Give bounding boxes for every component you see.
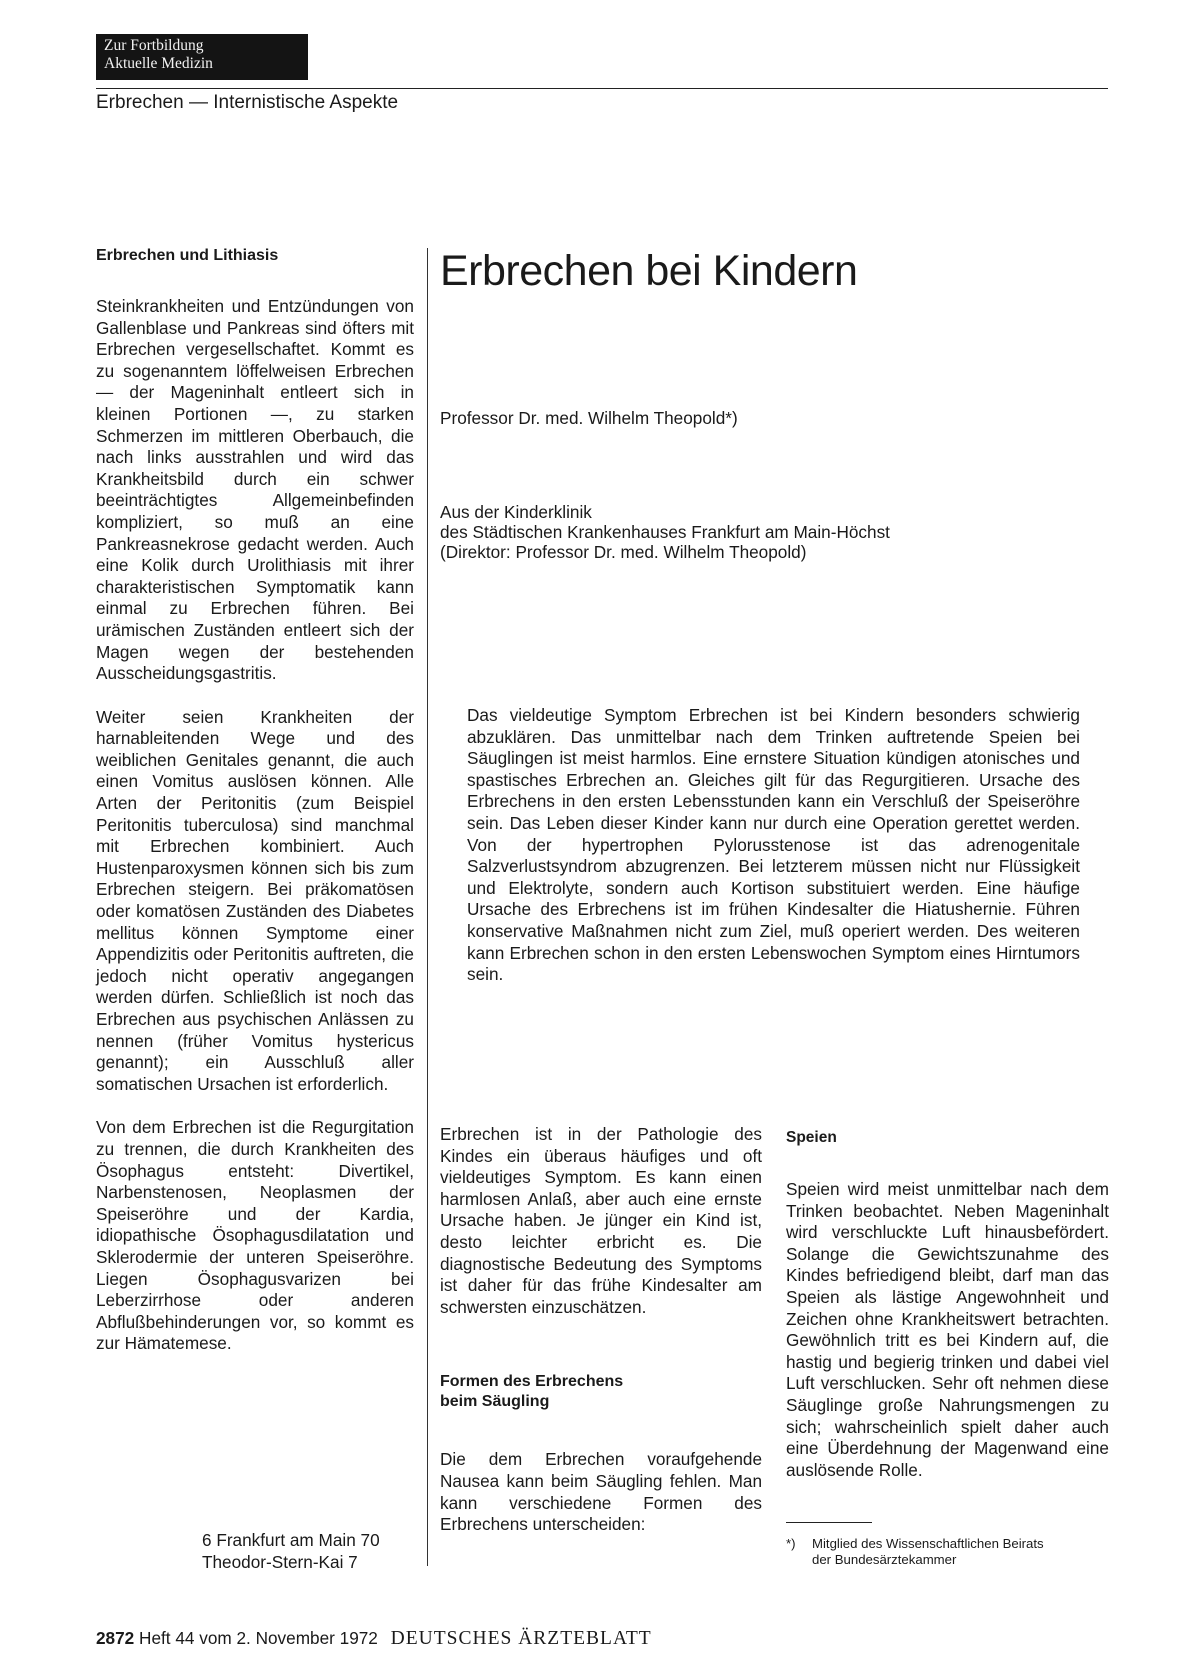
footnote-line-2: der Bundesärztekammer: [812, 1551, 957, 1567]
issue-info: Heft 44 vom 2. November 1972: [139, 1628, 378, 1648]
footnote-rule: [786, 1522, 872, 1523]
left-paragraph-3: Von dem Erbrechen ist die Regurgitation zu trennen, die durch Krankheiten des Ösophagus entsteht: Divertikel, Narbenstenosen, Neoplasmen der Speiseröhre und der Kardia, idiopathische Ösophagusdilatation und Sklerodermie der unteren Speiseröhre. Liegen Ösophagusvarizen bei Leberzirrhose oder anderen Abflußbehinderungen vor, so kommt es zur Hämatemese.: [96, 1117, 414, 1354]
affiliation: [440, 502, 890, 562]
section-heading-speien: Speien: [786, 1129, 837, 1146]
running-head: Erbrechen — Internistische Aspekte: [96, 92, 399, 113]
address-line-2: Theodor-Stern-Kai 7: [202, 1551, 358, 1572]
left-column: [96, 246, 414, 1355]
section-badge: [96, 34, 308, 80]
header-rule: [96, 88, 1108, 89]
footnote-mark: *): [786, 1536, 796, 1551]
abstract: Das vieldeutige Symptom Erbrechen ist bei Kindern besonders schwierig abzuklären. Das unmittelbar nach dem Trinken auftretende Speien bei Säuglingen ist meist harmlos. Eine ernstere Situation kündigen atonisches und spastisches Erbrechen an. Gleiches gilt für das Regurgitieren. Ursache des Erbrechens in den ersten Lebensstunden kann ein Verschluß der Speiseröhre sein. Das Leben dieser Kinder kann nur durch eine Operation gerettet werden. Von der hypertrophen Pylorusstenose ist das adrenogenitale Salzverlustsyndrom abzugrenzen. Bei letzterem müssen nicht nur Flüssigkeit und Elektrolyte, sondern auch Kortison substituiert werden. Eine häufige Ursache des Erbrechens ist im frühen Kindesalter die Hiatushernie. Führen konservative Maßnahmen nicht zum Ziel, muß operiert werden. Des weiteren kann Erbrechen schon in den ersten Lebenswochen Symptom eines Hirntumors sein.: [467, 705, 1080, 985]
address-line-1: 6 Frankfurt am Main 70: [202, 1530, 380, 1550]
speien-paragraph: Speien wird meist unmittelbar nach dem Trinken beobachtet. Neben Mageninhalt wird verschluckte Luft hinausbefördert. Solange die Gewichtszunahme des Kindes befriedigend bleibt, darf man das Speien als lästige Angewohnheit und Zeichen ohne Krankheitswert betrachten. Gewöhnlich tritt es bei Kindern auf, die hastig und begierig trinken und dabei viel Luft verschlucken. Sehr oft nehmen diese Säuglinge große Nahrungsmengen zu sich; wahrscheinlich spielt daher auch eine Überdehnung der Magenwand eine auslösende Rolle.: [786, 1179, 1109, 1480]
author-address: [202, 1530, 380, 1573]
formen-paragraph: Die dem Erbrechen voraufgehende Nausea kann beim Säugling fehlen. Man kann verschiedene Formen des Erbrechens unterscheiden:: [440, 1449, 762, 1535]
intro-paragraph: Erbrechen ist in der Pathologie des Kindes ein überaus häufiges und oft vieldeutiges Symptom. Es kann einen harmlosen Anlaß, aber auch eine ernste Ursache haben. Je jünger ein Kind ist, desto leichter erbricht es. Die diagnostische Bedeutung des Symptoms ist daher für das frühe Kindesalter am schwersten einzuschätzen.: [440, 1124, 762, 1317]
badge-line-1: Zur Fortbildung: [104, 37, 204, 54]
section-heading-lithiasis: Erbrechen und Lithiasis: [96, 247, 279, 264]
article-author: Professor Dr. med. Wilhelm Theopold*): [440, 408, 738, 428]
right-column: [786, 1128, 1109, 1481]
left-paragraph-2: Weiter seien Krankheiten der harnableitenden Wege und des weiblichen Genitales genannt, die auch einen Vomitus auslösen können. Alle Arten der Peritonitis (zum Beispiel Peritonitis tuberculosa) sind manchmal mit Erbrechen kombiniert. Auch Hustenparoxysmen können sich bis zum Erbrechen steigern. Bei präkomatösen oder komatösen Zuständen des Diabetes mellitus können Symptome einer Appendizitis oder Peritonitis auftreten, die jedoch nicht operativ angegangen werden dürfen. Schließlich ist noch das Erbrechen aus psychischen Anlässen zu nennen (früher Vomitus hystericus genannt); ein Ausschluß aller somatischen Ursachen ist erforderlich.: [96, 706, 414, 1094]
column-divider: [427, 248, 428, 1566]
footnote-line-1: Mitglied des Wissenschaftlichen Beirats: [812, 1536, 1044, 1551]
article-title: Erbrechen bei Kindern: [440, 247, 858, 295]
middle-column: [440, 1124, 762, 1536]
page-footer: [96, 1628, 652, 1650]
footnote: [786, 1536, 1111, 1567]
journal-name: DEUTSCHES ÄRZTEBLATT: [390, 1628, 652, 1649]
affiliation-line-2: des Städtischen Krankenhauses Frankfurt am Main-Höchst: [440, 522, 890, 542]
page-number: 2872: [96, 1628, 135, 1648]
section-heading-formen-line-1: Formen des Erbrechens: [440, 1373, 624, 1391]
section-heading-formen-line-2: beim Säugling: [440, 1393, 550, 1411]
affiliation-line-1: Aus der Kinderklinik: [440, 502, 592, 522]
affiliation-line-3: (Direktor: Professor Dr. med. Wilhelm Theopold): [440, 542, 807, 562]
badge-line-2: Aktuelle Medizin: [104, 55, 213, 72]
section-heading-formen: [440, 1372, 762, 1412]
left-paragraph-1: Steinkrankheiten und Entzündungen von Gallenblase und Pankreas sind öfters mit Erbrechen vergesellschaftet. Kommt es zu sogenanntem löffelweisen Erbrechen — der Mageninhalt entleert sich in kleinen Portionen —, zu starken Schmerzen im mittleren Oberbauch, die nach links ausstrahlen und wird das Krankheitsbild durch ein schwer beeinträchtigtes Allgemeinbefinden kompliziert, so muß an eine Pankreasnekrose gedacht werden. Auch eine Kolik durch Urolithiasis mit ihrer charakteristischen Symptomatik kann einmal zu Erbrechen führen. Bei urämischen Zuständen entleert sich der Magen wegen der bestehenden Ausscheidungsgastritis.: [96, 296, 414, 684]
